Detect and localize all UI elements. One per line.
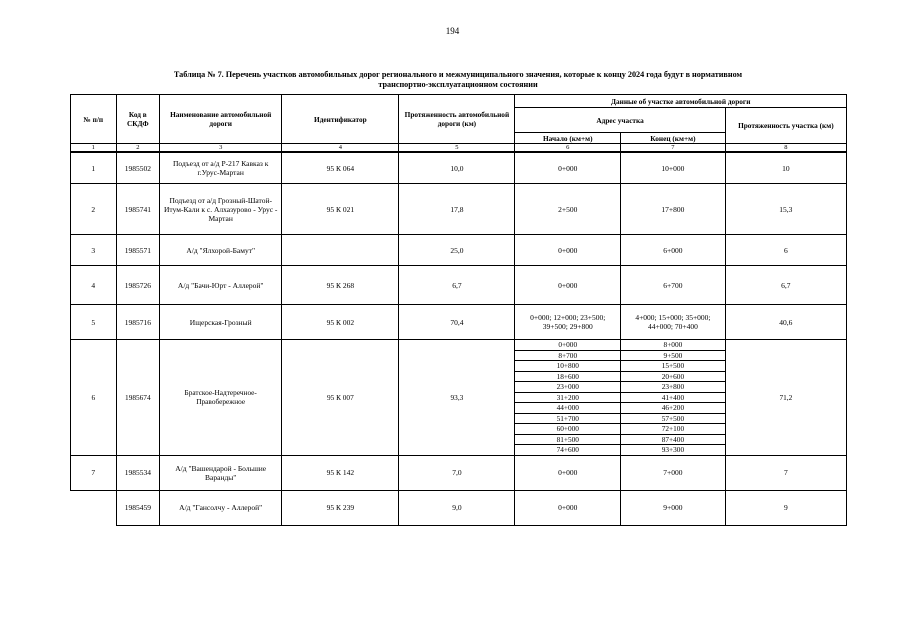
table-row bbox=[71, 305, 847, 340]
table-row bbox=[71, 184, 847, 235]
table-row bbox=[71, 266, 847, 305]
cell-end: 87+400 bbox=[621, 434, 726, 445]
table-row bbox=[71, 235, 847, 266]
column-number: 8 bbox=[725, 144, 846, 153]
cell-name: Подъезд от а/д Грозный-Шатой-Итум-Кали к с. Алхазурово - Урус - Мартан bbox=[160, 184, 282, 235]
cell-end: 72+100 bbox=[621, 424, 726, 435]
cell-length: 25,0 bbox=[399, 235, 515, 266]
cell-num: 5 bbox=[71, 305, 117, 340]
cell-end: 46+200 bbox=[621, 403, 726, 414]
roads-table bbox=[70, 94, 847, 526]
cell-end: 20+600 bbox=[621, 371, 726, 382]
header-end: Конец (км+м) bbox=[621, 133, 726, 144]
cell-start: 18+600 bbox=[515, 371, 621, 382]
cell-id: 95 К 021 bbox=[282, 184, 399, 235]
cell-end: 8+000 bbox=[621, 340, 726, 351]
cell-num bbox=[71, 490, 117, 525]
cell-name: Ищерская-Грозный bbox=[160, 305, 282, 340]
cell-section: 10 bbox=[725, 152, 846, 184]
cell-num: 7 bbox=[71, 455, 117, 490]
cell-start: 10+800 bbox=[515, 361, 621, 372]
cell-code: 1985459 bbox=[116, 490, 160, 525]
cell-end: 7+000 bbox=[621, 455, 726, 490]
cell-start: 23+000 bbox=[515, 382, 621, 393]
cell-num: 6 bbox=[71, 340, 117, 456]
table-row bbox=[71, 490, 847, 525]
cell-code: 1985716 bbox=[116, 305, 160, 340]
cell-section: 40,6 bbox=[725, 305, 846, 340]
caption-line-2: транспортно-эксплуатационном состоянии bbox=[378, 80, 538, 89]
cell-start: 0+000 bbox=[515, 455, 621, 490]
column-number: 5 bbox=[399, 144, 515, 153]
cell-num: 2 bbox=[71, 184, 117, 235]
cell-start: 0+000 bbox=[515, 340, 621, 351]
cell-code: 1985534 bbox=[116, 455, 160, 490]
column-number: 4 bbox=[282, 144, 399, 153]
cell-start: 44+000 bbox=[515, 403, 621, 414]
cell-id: 95 К 268 bbox=[282, 266, 399, 305]
cell-code: 1985741 bbox=[116, 184, 160, 235]
cell-end: 17+800 bbox=[621, 184, 726, 235]
cell-end: 15+500 bbox=[621, 361, 726, 372]
cell-length: 6,7 bbox=[399, 266, 515, 305]
cell-code: 1985726 bbox=[116, 266, 160, 305]
column-number: 2 bbox=[116, 144, 160, 153]
table-caption bbox=[70, 70, 846, 90]
cell-start: 8+700 bbox=[515, 350, 621, 361]
cell-id: 95 К 002 bbox=[282, 305, 399, 340]
header-start: Начало (км+м) bbox=[515, 133, 621, 144]
cell-start: 51+700 bbox=[515, 413, 621, 424]
header-code: Код в СКДФ bbox=[116, 95, 160, 144]
cell-name: А/д "Вашендарой - Большие Варанды" bbox=[160, 455, 282, 490]
cell-start: 31+200 bbox=[515, 392, 621, 403]
cell-code: 1985571 bbox=[116, 235, 160, 266]
cell-end: 6+700 bbox=[621, 266, 726, 305]
cell-name: Подъезд от а/д Р-217 Кавказ к г.Урус-Мартан bbox=[160, 152, 282, 184]
header-road-data: Данные об участке автомобильной дороги bbox=[515, 95, 847, 108]
header-id: Идентификатор bbox=[282, 95, 399, 144]
caption-line-1: Таблица № 7. Перечень участков автомобильных дорог регионального и межмуниципального значения, которые к концу 2024 года будут в нормативном bbox=[173, 70, 743, 79]
cell-name: Братское-Надтеречное-Правобережное bbox=[160, 340, 282, 456]
cell-length: 93,3 bbox=[399, 340, 515, 456]
column-number: 1 bbox=[71, 144, 117, 153]
cell-start: 0+000 bbox=[515, 490, 621, 525]
cell-start: 2+500 bbox=[515, 184, 621, 235]
column-number: 6 bbox=[515, 144, 621, 153]
cell-length: 10,0 bbox=[399, 152, 515, 184]
cell-id: 95 К 064 bbox=[282, 152, 399, 184]
cell-section: 71,2 bbox=[725, 340, 846, 456]
cell-length: 70,4 bbox=[399, 305, 515, 340]
cell-section: 15,3 bbox=[725, 184, 846, 235]
cell-id: 95 К 142 bbox=[282, 455, 399, 490]
cell-id: 95 К 239 bbox=[282, 490, 399, 525]
cell-length: 17,8 bbox=[399, 184, 515, 235]
column-number: 3 bbox=[160, 144, 282, 153]
header-address: Адрес участка bbox=[515, 108, 725, 133]
cell-end: 57+500 bbox=[621, 413, 726, 424]
table-row bbox=[71, 455, 847, 490]
cell-code: 1985674 bbox=[116, 340, 160, 456]
cell-end: 6+000 bbox=[621, 235, 726, 266]
cell-length: 7,0 bbox=[399, 455, 515, 490]
cell-section: 6,7 bbox=[725, 266, 846, 305]
cell-num: 1 bbox=[71, 152, 117, 184]
cell-start: 60+000 bbox=[515, 424, 621, 435]
cell-start: 81+500 bbox=[515, 434, 621, 445]
cell-section: 9 bbox=[725, 490, 846, 525]
cell-name: А/д "Бачи-Юрт - Аллерой" bbox=[160, 266, 282, 305]
table-row bbox=[71, 340, 847, 351]
cell-start: 0+000 bbox=[515, 235, 621, 266]
cell-end: 10+000 bbox=[621, 152, 726, 184]
cell-start: 0+000; 12+000; 23+500; 39+500; 29+800 bbox=[515, 305, 621, 340]
cell-end: 9+000 bbox=[621, 490, 726, 525]
cell-end: 4+000; 15+000; 35+000; 44+000; 70+400 bbox=[621, 305, 726, 340]
cell-start: 0+000 bbox=[515, 266, 621, 305]
cell-section: 6 bbox=[725, 235, 846, 266]
cell-end: 93+300 bbox=[621, 445, 726, 456]
cell-id bbox=[282, 235, 399, 266]
cell-start: 74+600 bbox=[515, 445, 621, 456]
page-number: 194 bbox=[445, 26, 460, 36]
column-number: 7 bbox=[621, 144, 726, 153]
cell-section: 7 bbox=[725, 455, 846, 490]
cell-id: 95 К 007 bbox=[282, 340, 399, 456]
cell-code: 1985502 bbox=[116, 152, 160, 184]
table-row bbox=[71, 152, 847, 184]
cell-num: 4 bbox=[71, 266, 117, 305]
cell-end: 41+400 bbox=[621, 392, 726, 403]
header-name: Наименование автомобильной дороги bbox=[160, 95, 282, 144]
cell-end: 9+500 bbox=[621, 350, 726, 361]
header-length: Протяженность автомобильной дороги (км) bbox=[399, 95, 515, 144]
cell-num: 3 bbox=[71, 235, 117, 266]
cell-length: 9,0 bbox=[399, 490, 515, 525]
header-num: № п/п bbox=[71, 95, 117, 144]
header-section-length: Протяженность участка (км) bbox=[725, 108, 846, 144]
cell-start: 0+000 bbox=[515, 152, 621, 184]
cell-name: А/д "Ялхорой-Бамут" bbox=[160, 235, 282, 266]
cell-end: 23+800 bbox=[621, 382, 726, 393]
cell-name: А/д "Гансолчу - Аллерой" bbox=[160, 490, 282, 525]
